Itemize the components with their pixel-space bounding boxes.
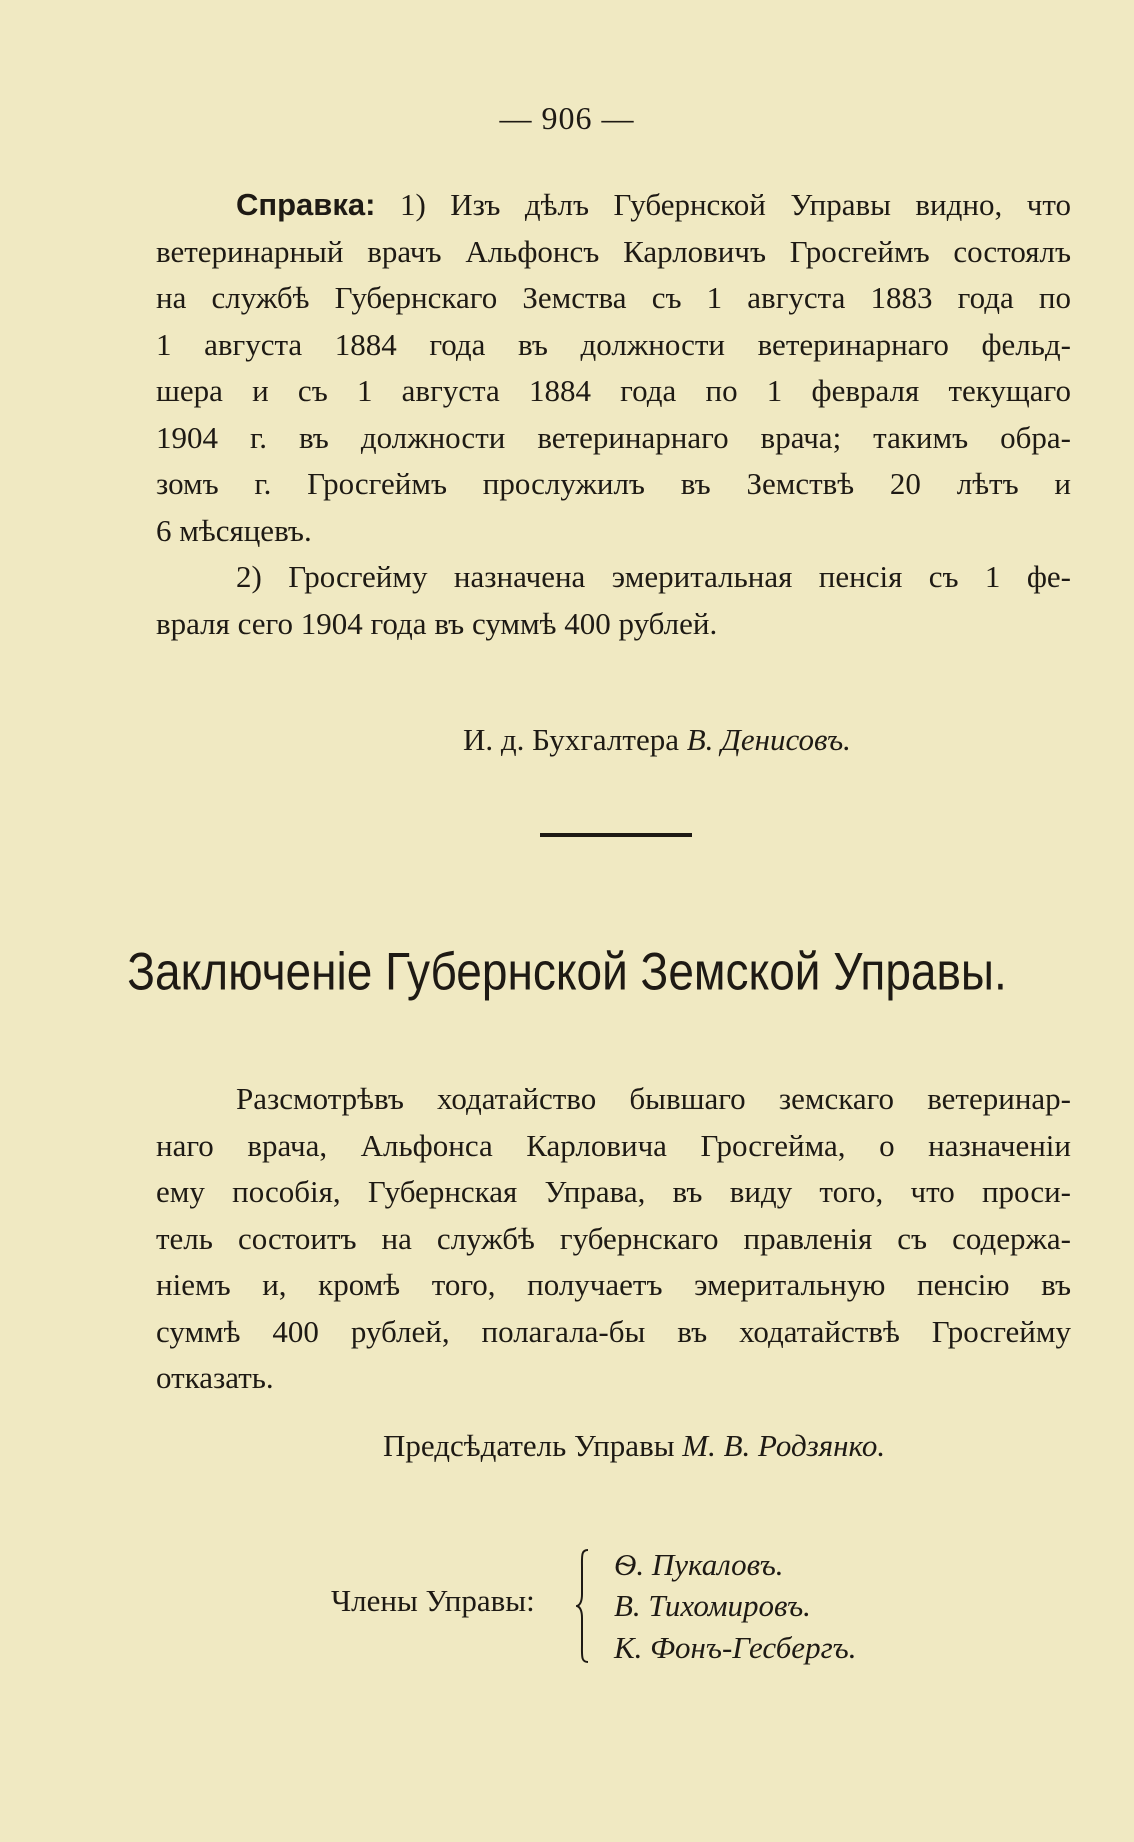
reference-line-3: на службѣ Губернскаго Земства съ 1 августа 1883 года по bbox=[156, 280, 1071, 315]
conclusion-line-4: тель состоитъ на службѣ губернскаго правленія съ содержа- bbox=[156, 1220, 1071, 1256]
reference-line-2: ветеринарный врачъ Альфонсъ Карловичъ Гросгеймъ состоялъ bbox=[156, 233, 1071, 269]
reference-point2-line-1: 2) Гросгейму назначена эмеритальная пенсія съ 1 фе- bbox=[236, 559, 1071, 594]
conclusion-paragraph bbox=[156, 1076, 1071, 1402]
section-divider bbox=[540, 833, 692, 837]
conclusion-line-7: отказать. bbox=[156, 1360, 274, 1395]
page-number: — 906 — bbox=[499, 100, 635, 136]
accountant-signature bbox=[463, 722, 851, 758]
chairman-title: Предсѣдатель Управы bbox=[383, 1428, 675, 1463]
curly-brace-icon bbox=[576, 1548, 590, 1664]
accountant-name: В. Денисовъ. bbox=[686, 722, 851, 757]
reference-paragraph bbox=[156, 182, 1071, 647]
conclusion-line-5: ніемъ и, кромѣ того, получаетъ эмеритальную пенсію въ bbox=[156, 1267, 1071, 1302]
reference-line-1 bbox=[156, 182, 1071, 229]
conclusion-heading: Заключеніе Губернской Земской Управы. bbox=[127, 941, 1007, 1001]
reference-line-5: шера и съ 1 августа 1884 года по 1 февраля текущаго bbox=[156, 373, 1071, 408]
reference-line-4: 1 августа 1884 года въ должности ветеринарнаго фельд- bbox=[156, 326, 1071, 362]
reference-line-1-text: 1) Изъ дѣлъ Губернской Управы видно, что bbox=[375, 187, 1071, 222]
member-name-2: В. Тихомировъ. bbox=[614, 1588, 811, 1623]
conclusion-line-3: ему пособія, Губернская Управа, въ виду того, что проси- bbox=[156, 1174, 1071, 1209]
reference-line-6: 1904 г. въ должности ветеринарнаго врача; такимъ обра- bbox=[156, 419, 1071, 455]
reference-line-8: 6 мѣсяцевъ. bbox=[156, 512, 312, 548]
accountant-title: И. д. Бухгалтера bbox=[463, 722, 679, 757]
chairman-name: М. В. Родзянко. bbox=[682, 1428, 886, 1463]
reference-line-7: зомъ г. Гросгеймъ прослужилъ въ Земствѣ 20 лѣтъ и bbox=[156, 466, 1071, 501]
member-name-1: Ѳ. Пукаловъ. bbox=[614, 1547, 784, 1582]
reference-point2-line-2: враля сего 1904 года въ суммѣ 400 рублей. bbox=[156, 605, 718, 641]
conclusion-line-1: Разсмотрѣвъ ходатайство бывшаго земскаго ветеринар- bbox=[236, 1081, 1071, 1116]
member-name-3: К. Фонъ-Гесбергъ. bbox=[614, 1630, 857, 1665]
members-label: Члены Управы: bbox=[331, 1583, 535, 1618]
conclusion-line-2: наго врача, Альфонса Карловича Гросгейма, о назначеніи bbox=[156, 1127, 1071, 1163]
chairman-signature bbox=[383, 1428, 885, 1464]
conclusion-line-6: суммѣ 400 рублей, полагала-бы въ ходатайствѣ Гросгейму bbox=[156, 1313, 1071, 1349]
reference-label: Справка: bbox=[236, 187, 376, 222]
